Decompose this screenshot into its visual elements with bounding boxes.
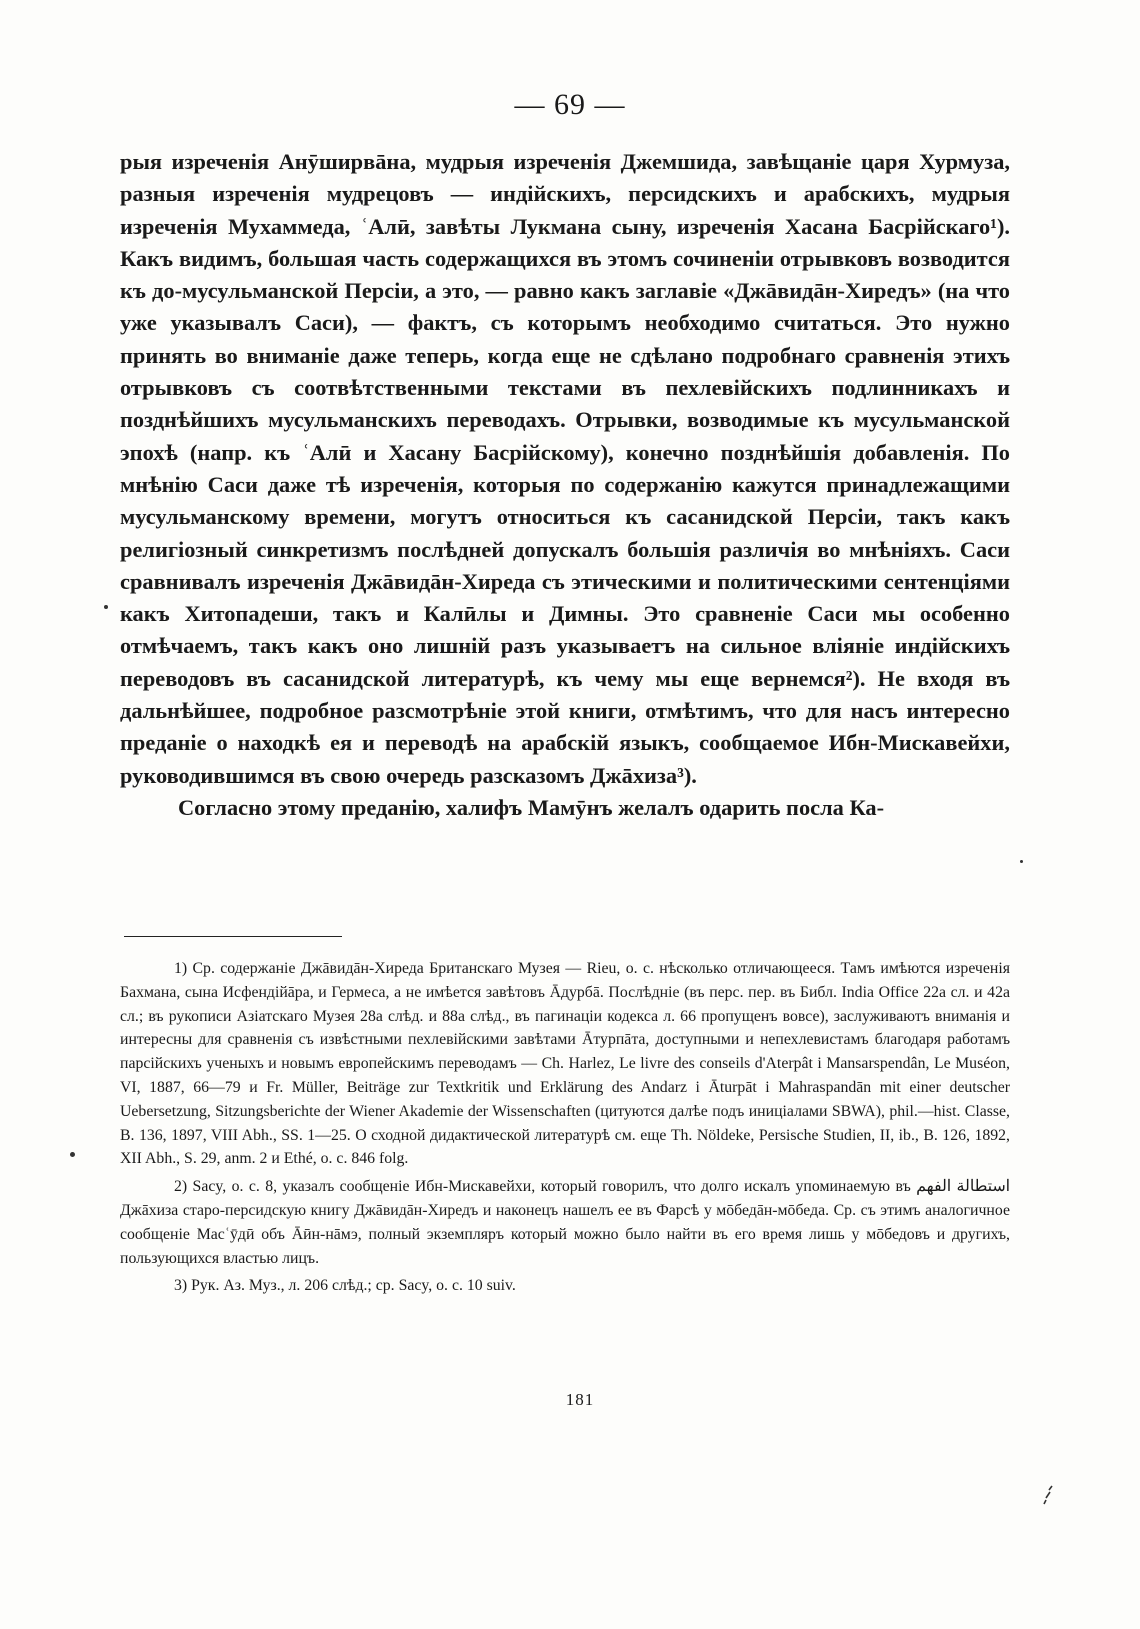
footnote-divider <box>124 936 342 937</box>
scan-speck <box>70 1152 75 1157</box>
scan-speck <box>1020 860 1023 863</box>
body-paragraph-1: рыя изреченія Анӯширвāна, мудрыя изреченія Джемшида, завѣщаніе царя Хурмуза, разныя изреченія мудрецовъ — индійскихъ, персидскихъ и арабскихъ, мудрыя изреченія Мухаммеда, ʿАлӣ, завѣты Лукмана сыну, изреченія Хасана Басрійскаго¹). Какъ видимъ, большая часть содержащихся въ этомъ сочиненіи отрывковъ возводится къ до-мусульманской Персіи, а это, — равно какъ заглавіе «Джāвидāн-Хиредъ» (на что уже указывалъ Саси), — фактъ, съ которымъ необходимо считаться. Это нужно принять во вниманіе даже теперь, когда еще не сдѣлано подробнаго сравненія этихъ отрывковъ съ соотвѣтственными текстами въ пехлевійскихъ подлинникахъ и позднѣйшихъ мусульманскихъ переводахъ. Отрывки, возводимые къ мусульманской эпохѣ (напр. къ ʿАлӣ и Хасану Басрійскому), конечно позднѣйшія добавленія. По мнѣнію Саси даже тѣ изреченія, которыя по содержанію кажутся принадлежащими мусульманскому времени, могутъ относиться къ сасанидской Персіи, такъ какъ религіозный синкретизмъ послѣдней допускалъ большія различія во мнѣніяхъ. Саси сравнивалъ изреченія Джāвидāн-Хиреда съ этическими и политическими сентенціями какъ Хитопадеши, такъ и Калӣлы и Димны. Это сравненіе Саси мы особенно отмѣчаемъ, такъ какъ оно лишній разъ указываетъ на сильное вліяніе индійскихъ переводовъ въ сасанидской литературѣ, къ чему мы еще вернемся²). Не входя въ дальнѣйшее, подробное разсмотрѣніе этой книги, отмѣтимъ, что для насъ интересно преданіе о находкѣ ея и переводѣ на арабскій языкъ, сообщаемое Ибн-Мискавейхи, руководившимся въ свою очередь разсказомъ Джāхиза³). <box>120 149 1010 788</box>
footnotes <box>120 957 1010 1302</box>
scan-mark-icon <box>1040 1484 1056 1506</box>
footnote-2: 2) Sacy, o. c. 8, указалъ сообщеніе Ибн-Мискавейхи, который говорилъ, что долго искалъ упоминаемую въ استطالة الفهم Джāхиза старо-персидскую книгу Джāвидāн-Хиредъ и наконецъ нашелъ ее въ Фарсѣ у мōбедāн-мōбеда. Ср. съ этимъ аналогичное сообщеніе Масʿӯдӣ объ Āӣн-нāмэ, полный экземпляръ который можно было найти въ его время лишь у мōбедовъ и другихъ, пользующихся властью лицъ. <box>120 1178 1010 1267</box>
footnote-1: 1) Ср. содержаніе Джāвидāн-Хиреда Британскаго Музея — Rieu, o. c. нѣсколько отличающееся. Тамъ имѣются изреченія Бахмана, сына Исфендійāра, и Гермеса, а не имѣется завѣтовъ Āдурбā. Послѣдніе (въ перс. пер. въ Библ. India Office 22a сл. и 42a сл.; въ рукописи Азіатскаго Музея 28a слѣд. и 88a слѣд., въ пагинаціи кодекса л. 66 пропущенъ вовсе), заслуживаютъ вниманія и интересны для сравненія съ извѣстными пехлевійскими завѣтами Āтурпāта, доступными и непехлевистамъ благодаря работамъ парсійскихъ ученыхъ и новымъ европейскимъ переводамъ — Ch. Harlez, Le livre des conseils d'Aterpât i Mansarspendân, Le Muséon, VI, 1887, 66—79 и Fr. Müller, Beiträge zur Textkritik und Erklärung des Andarz i Āturpāt i Mahraspandān mit einer deutscher Uebersetzung, Sitzungsberichte der Wiener Akademie der Wissenschaften (цитуются далѣе подъ иниціалами SBWA), phil.—hist. Classe, B. 136, 1897, VIII Abh., SS. 1—25. О сходной дидактической литературѣ см. еще Th. Nöldeke, Persische Studien, II, ib., B. 126, 1892, XII Abh., S. 29, anm. 2 и Ethé, o. c. 846 folg. <box>120 960 1010 1168</box>
footnote-3: 3) Рук. Аз. Муз., л. 206 слѣд.; ср. Sacy, o. c. 10 suiv. <box>174 1277 516 1295</box>
main-text <box>120 146 1010 824</box>
page-number: — 69 — <box>514 88 626 121</box>
printer-signature: 181 <box>565 1390 595 1409</box>
scan-speck <box>104 605 108 609</box>
body-paragraph-2: Согласно этому преданію, халифъ Мамӯнъ желалъ одарить посла Ка- <box>178 794 885 820</box>
